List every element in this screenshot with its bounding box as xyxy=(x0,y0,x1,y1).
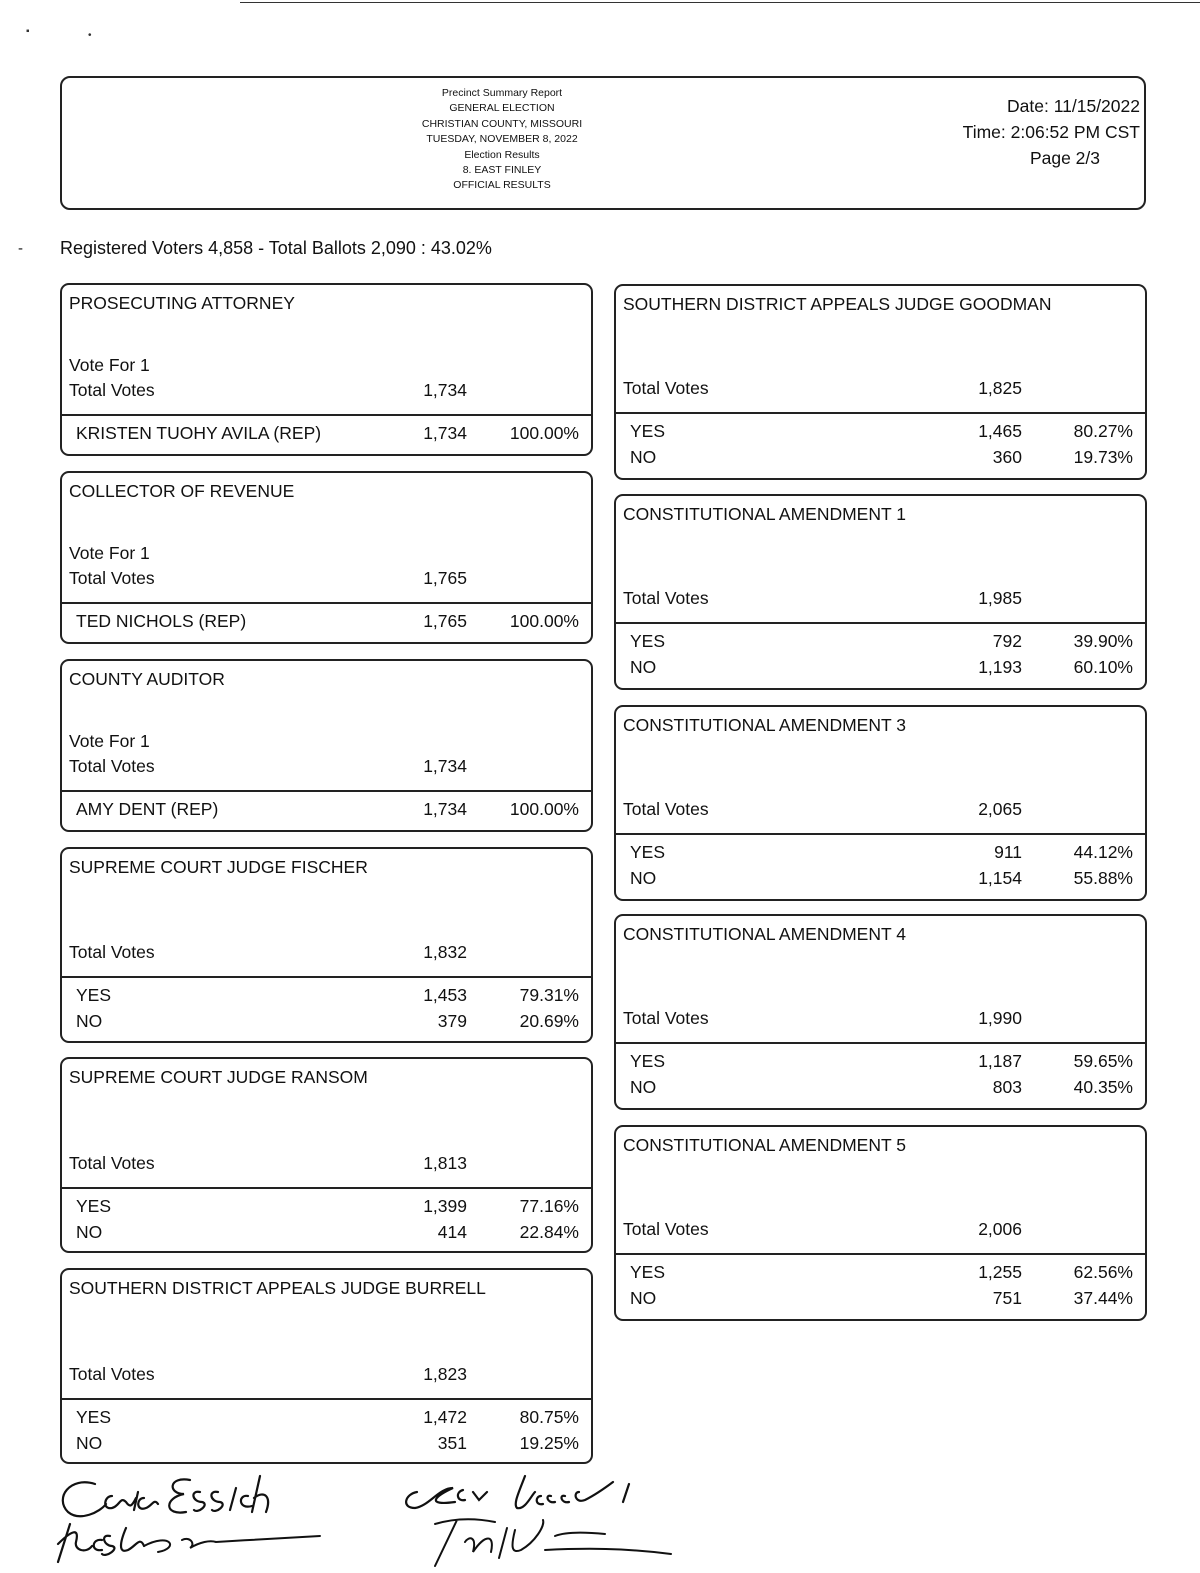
choice-votes: 1,453 xyxy=(423,985,467,1005)
choice-percent: 60.10% xyxy=(1073,657,1133,677)
result-row xyxy=(616,1077,1145,1103)
race-box xyxy=(60,847,593,1043)
page-number: Page 2/3 xyxy=(1029,148,1100,168)
total-votes-label: Total Votes xyxy=(623,1219,709,1239)
result-row xyxy=(62,1222,591,1248)
total-votes-label: Total Votes xyxy=(69,1153,155,1173)
result-row xyxy=(62,423,591,449)
race-title: SUPREME COURT JUDGE RANSOM xyxy=(69,1067,368,1087)
choice-votes: 1,734 xyxy=(423,423,467,443)
race-title: CONSTITUTIONAL AMENDMENT 5 xyxy=(623,1135,906,1155)
report-title: Precinct Summary Report xyxy=(441,87,563,99)
choice-votes: 803 xyxy=(992,1077,1022,1097)
report-header-title-block xyxy=(362,86,642,194)
choice-votes: 1,734 xyxy=(423,799,467,819)
choice-name: KRISTEN TUOHY AVILA (REP) xyxy=(76,423,322,443)
choice-name: NO xyxy=(76,1433,103,1453)
race-box xyxy=(60,283,593,456)
total-votes-label: Total Votes xyxy=(69,942,155,962)
choice-percent: 40.35% xyxy=(1073,1077,1133,1097)
choice-name: YES xyxy=(630,631,666,651)
race-title: CONSTITUTIONAL AMENDMENT 3 xyxy=(623,715,906,735)
total-votes-label: Total Votes xyxy=(623,1008,709,1028)
choice-name: NO xyxy=(76,1011,103,1031)
race-title: COLLECTOR OF REVENUE xyxy=(69,481,295,501)
choice-percent: 22.84% xyxy=(519,1222,579,1242)
vote-for-label: Vote For 1 xyxy=(69,543,150,563)
choice-name: YES xyxy=(630,842,666,862)
choice-name: NO xyxy=(630,868,657,888)
choice-votes: 911 xyxy=(994,842,1022,862)
county-name: CHRISTIAN COUNTY, MISSOURI xyxy=(421,117,583,130)
choice-votes: 1,465 xyxy=(978,421,1022,441)
choice-votes: 1,472 xyxy=(423,1407,467,1427)
choice-percent: 100.00% xyxy=(509,423,579,443)
choice-percent: 100.00% xyxy=(509,611,579,631)
turnout-summary: Registered Voters 4,858 - Total Ballots 2,090 : 43.02% xyxy=(60,238,492,258)
choice-name: NO xyxy=(630,447,657,467)
race-title: CONSTITUTIONAL AMENDMENT 1 xyxy=(623,504,906,524)
race-title: CONSTITUTIONAL AMENDMENT 4 xyxy=(623,924,906,944)
choice-name: AMY DENT (REP) xyxy=(76,799,219,819)
total-votes-value: 1,765 xyxy=(423,568,467,588)
result-row xyxy=(616,1288,1145,1314)
race-box xyxy=(60,1057,593,1253)
choice-percent: 62.56% xyxy=(1073,1262,1133,1282)
choice-percent: 59.65% xyxy=(1073,1051,1133,1071)
race-box xyxy=(60,1268,593,1464)
result-row xyxy=(616,868,1145,894)
choice-percent: 80.75% xyxy=(519,1407,579,1427)
report-header xyxy=(60,76,1146,210)
total-votes-label: Total Votes xyxy=(623,799,709,819)
race-divider xyxy=(62,414,591,416)
total-votes-value: 1,813 xyxy=(423,1153,467,1173)
choice-name: YES xyxy=(630,1262,666,1282)
choice-votes: 360 xyxy=(992,447,1022,467)
total-votes-label: Total Votes xyxy=(69,568,155,588)
race-divider xyxy=(616,1042,1145,1044)
report-header-meta xyxy=(963,93,1140,171)
result-row xyxy=(616,1262,1145,1288)
result-row xyxy=(62,985,591,1011)
choice-name: NO xyxy=(630,657,657,677)
race-box xyxy=(614,284,1147,480)
total-votes-value: 1,985 xyxy=(978,588,1022,608)
total-votes-value: 1,990 xyxy=(978,1008,1022,1028)
choice-name: YES xyxy=(630,421,666,441)
choice-votes: 1,765 xyxy=(423,611,467,631)
choice-percent: 20.69% xyxy=(519,1011,579,1031)
race-box xyxy=(614,1125,1147,1321)
choice-name: YES xyxy=(630,1051,666,1071)
result-row xyxy=(616,1051,1145,1077)
choice-percent: 39.90% xyxy=(1073,631,1133,651)
total-votes-label: Total Votes xyxy=(69,1364,155,1384)
choice-name: YES xyxy=(76,985,112,1005)
choice-votes: 1,193 xyxy=(978,657,1022,677)
report-time: Time: 2:06:52 PM CST xyxy=(962,122,1140,142)
choice-votes: 1,154 xyxy=(978,868,1022,888)
result-row xyxy=(62,1433,591,1459)
race-title: SUPREME COURT JUDGE FISCHER xyxy=(69,857,368,877)
total-votes-value: 2,065 xyxy=(978,799,1022,819)
result-row xyxy=(62,799,591,825)
choice-percent: 19.25% xyxy=(519,1433,579,1453)
race-divider xyxy=(616,1253,1145,1255)
vote-for-label: Vote For 1 xyxy=(69,731,150,751)
race-box xyxy=(614,494,1147,690)
result-row xyxy=(616,631,1145,657)
result-row xyxy=(616,657,1145,683)
choice-votes: 792 xyxy=(992,631,1022,651)
result-row xyxy=(62,1196,591,1222)
result-row xyxy=(62,1407,591,1433)
result-row xyxy=(62,1011,591,1037)
results-label: Election Results xyxy=(464,148,540,161)
choice-percent: 55.88% xyxy=(1073,868,1133,888)
choice-votes: 751 xyxy=(992,1288,1022,1308)
total-votes-label: Total Votes xyxy=(69,756,155,776)
total-votes-label: Total Votes xyxy=(623,378,709,398)
scan-speck: ▪ xyxy=(26,26,30,37)
choice-votes: 379 xyxy=(437,1011,467,1031)
choice-percent: 79.31% xyxy=(519,985,579,1005)
race-title: SOUTHERN DISTRICT APPEALS JUDGE BURRELL xyxy=(69,1278,486,1298)
race-divider xyxy=(616,622,1145,624)
choice-name: YES xyxy=(76,1196,112,1216)
result-row xyxy=(616,421,1145,447)
margin-mark: - xyxy=(18,240,23,257)
scan-speck: • xyxy=(88,30,92,41)
choice-percent: 77.16% xyxy=(519,1196,579,1216)
result-row xyxy=(62,611,591,637)
choice-percent: 80.27% xyxy=(1073,421,1133,441)
race-box xyxy=(60,659,593,832)
total-votes-value: 1,823 xyxy=(423,1364,467,1384)
choice-name: YES xyxy=(76,1407,112,1427)
race-divider xyxy=(616,412,1145,414)
race-divider xyxy=(62,1398,591,1400)
race-box xyxy=(614,705,1147,901)
race-divider xyxy=(616,833,1145,835)
scan-top-line xyxy=(240,2,1200,3)
race-divider xyxy=(62,602,591,604)
choice-name: NO xyxy=(630,1077,657,1097)
choice-percent: 19.73% xyxy=(1073,447,1133,467)
choice-percent: 100.00% xyxy=(509,799,579,819)
official-results-label: OFFICIAL RESULTS xyxy=(453,179,551,192)
race-box xyxy=(614,914,1147,1110)
choice-percent: 44.12% xyxy=(1073,842,1133,862)
precinct-name: 8. EAST FINLEY xyxy=(462,164,542,177)
race-title: COUNTY AUDITOR xyxy=(69,669,225,689)
choice-votes: 1,187 xyxy=(978,1051,1022,1071)
total-votes-value: 1,734 xyxy=(423,756,467,776)
result-row xyxy=(616,842,1145,868)
choice-name: TED NICHOLS (REP) xyxy=(76,611,247,631)
total-votes-value: 1,734 xyxy=(423,380,467,400)
choice-votes: 414 xyxy=(437,1222,467,1242)
election-date: TUESDAY, NOVEMBER 8, 2022 xyxy=(426,133,578,146)
total-votes-label: Total Votes xyxy=(623,588,709,608)
choice-name: NO xyxy=(630,1288,657,1308)
signature-left xyxy=(40,1462,370,1572)
choice-votes: 1,255 xyxy=(978,1262,1022,1282)
race-title: SOUTHERN DISTRICT APPEALS JUDGE GOODMAN xyxy=(623,294,1052,314)
race-box xyxy=(60,471,593,644)
total-votes-value: 2,006 xyxy=(978,1219,1022,1239)
result-row xyxy=(616,447,1145,473)
choice-votes: 1,399 xyxy=(423,1196,467,1216)
choice-percent: 37.44% xyxy=(1073,1288,1133,1308)
report-date: Date: 11/15/2022 xyxy=(1007,96,1140,116)
race-title: PROSECUTING ATTORNEY xyxy=(69,293,295,313)
total-votes-label: Total Votes xyxy=(69,380,155,400)
choice-name: NO xyxy=(76,1222,103,1242)
total-votes-value: 1,825 xyxy=(978,378,1022,398)
choice-votes: 351 xyxy=(437,1433,467,1453)
race-divider xyxy=(62,976,591,978)
vote-for-label: Vote For 1 xyxy=(69,355,150,375)
race-divider xyxy=(62,790,591,792)
signature-right xyxy=(395,1462,695,1572)
race-divider xyxy=(62,1187,591,1189)
total-votes-value: 1,832 xyxy=(423,942,467,962)
election-name: GENERAL ELECTION xyxy=(449,102,555,115)
